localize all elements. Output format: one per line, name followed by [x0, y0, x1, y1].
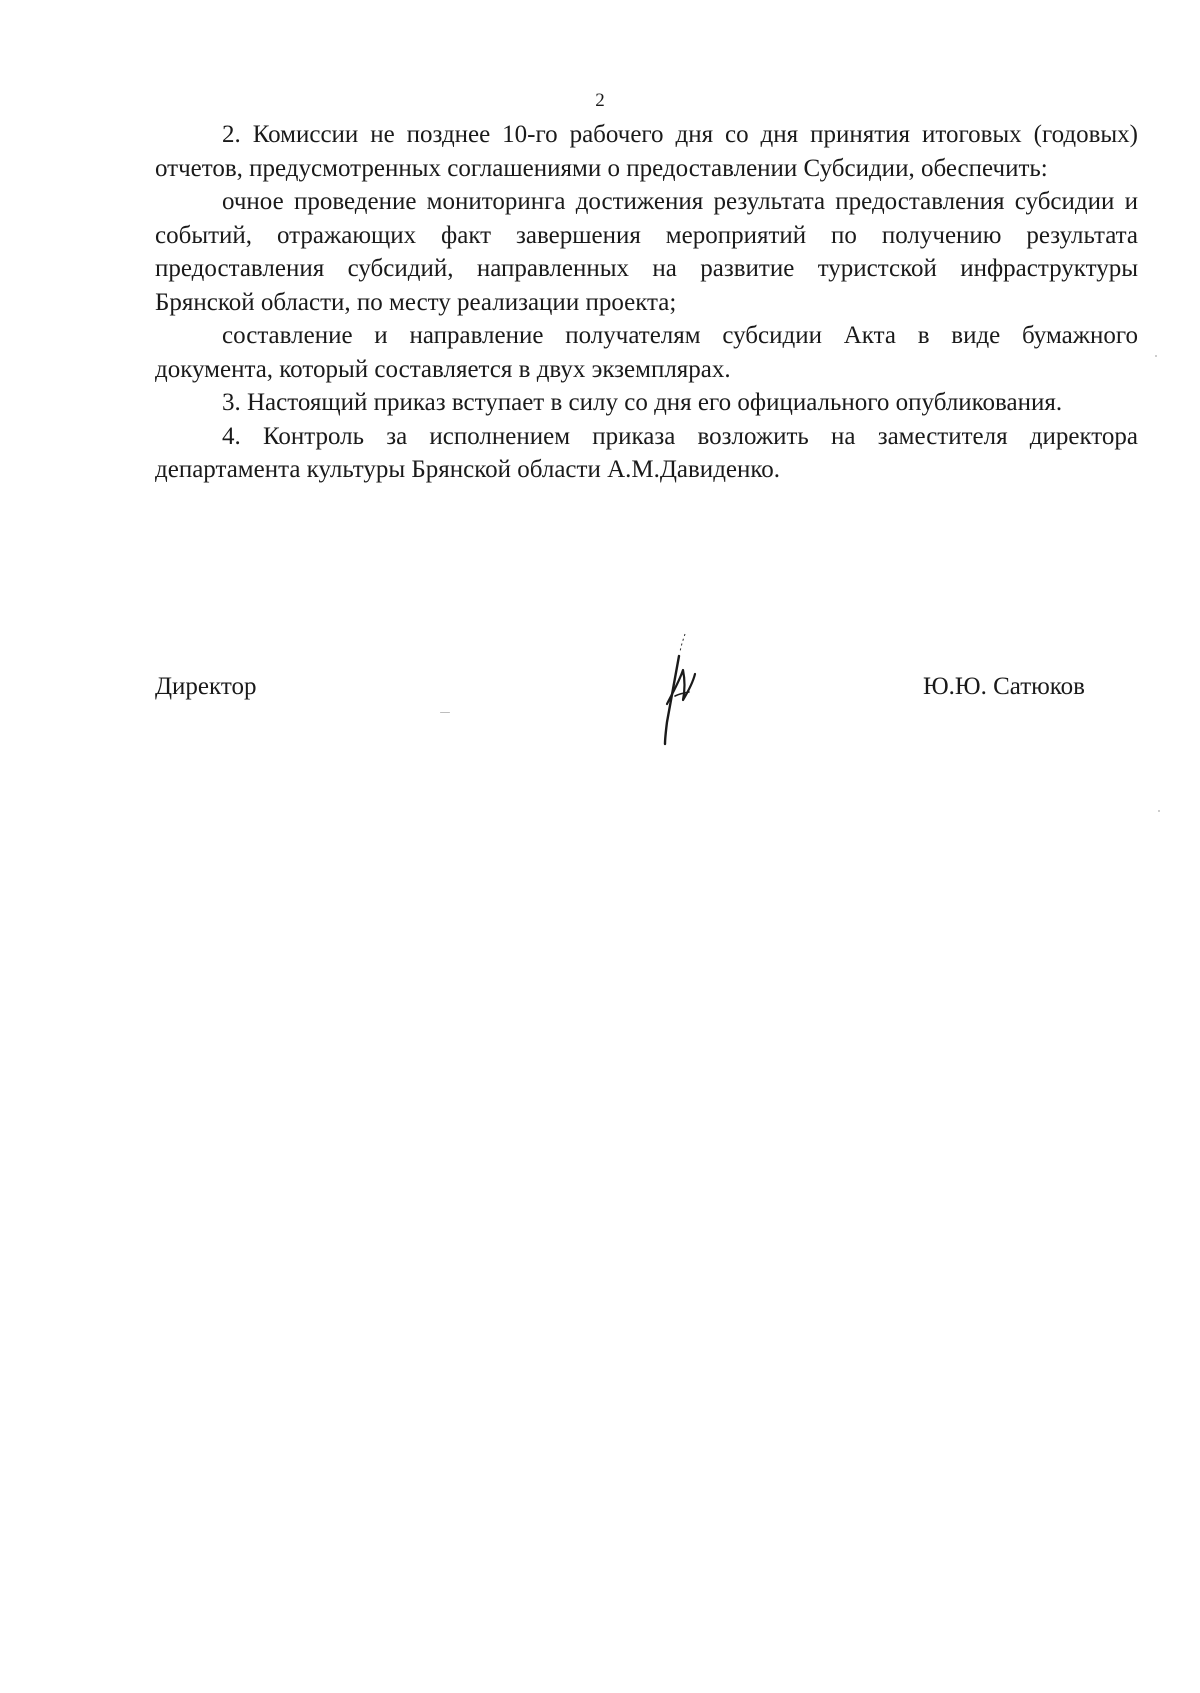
paragraph-commission: 2. Комиссии не позднее 10-го рабочего дня со дня принятия итоговых (годовых) отчетов, предусмотренных соглашениями о предоставлении Субсидии, обеспечить:	[155, 121, 1138, 182]
signer-name: Ю.Ю. Сатюков	[922, 673, 1085, 700]
signer-position: Директор	[155, 673, 257, 700]
scan-artifact	[1155, 355, 1157, 357]
paragraph-control: 4. Контроль за исполнением приказа возложить на заместителя директора департамента культуры Брянской области А.М.Давиденко.	[155, 422, 1138, 483]
scan-artifact	[1158, 810, 1160, 812]
paragraph-act: составление и направление получателям субсидии Акта в виде бумажного документа, который составляется в двух экземплярах.	[155, 322, 1138, 383]
scan-artifact	[440, 712, 450, 713]
paragraph-effective-date: 3. Настоящий приказ вступает в силу со дня его официального опубликования.	[222, 389, 1063, 416]
page-number: 2	[595, 90, 605, 111]
paragraph-monitoring: очное проведение мониторинга достижения результата предоставления субсидии и событий, отражающих факт завершения мероприятий по получению результата предоставления субсидий, направленных на развитие туристской инфраструктуры Брянской области, по месту реализации проекта;	[155, 188, 1138, 316]
order-body	[155, 118, 1138, 487]
handwritten-signature-icon	[645, 630, 715, 750]
signature-block	[155, 670, 1085, 770]
